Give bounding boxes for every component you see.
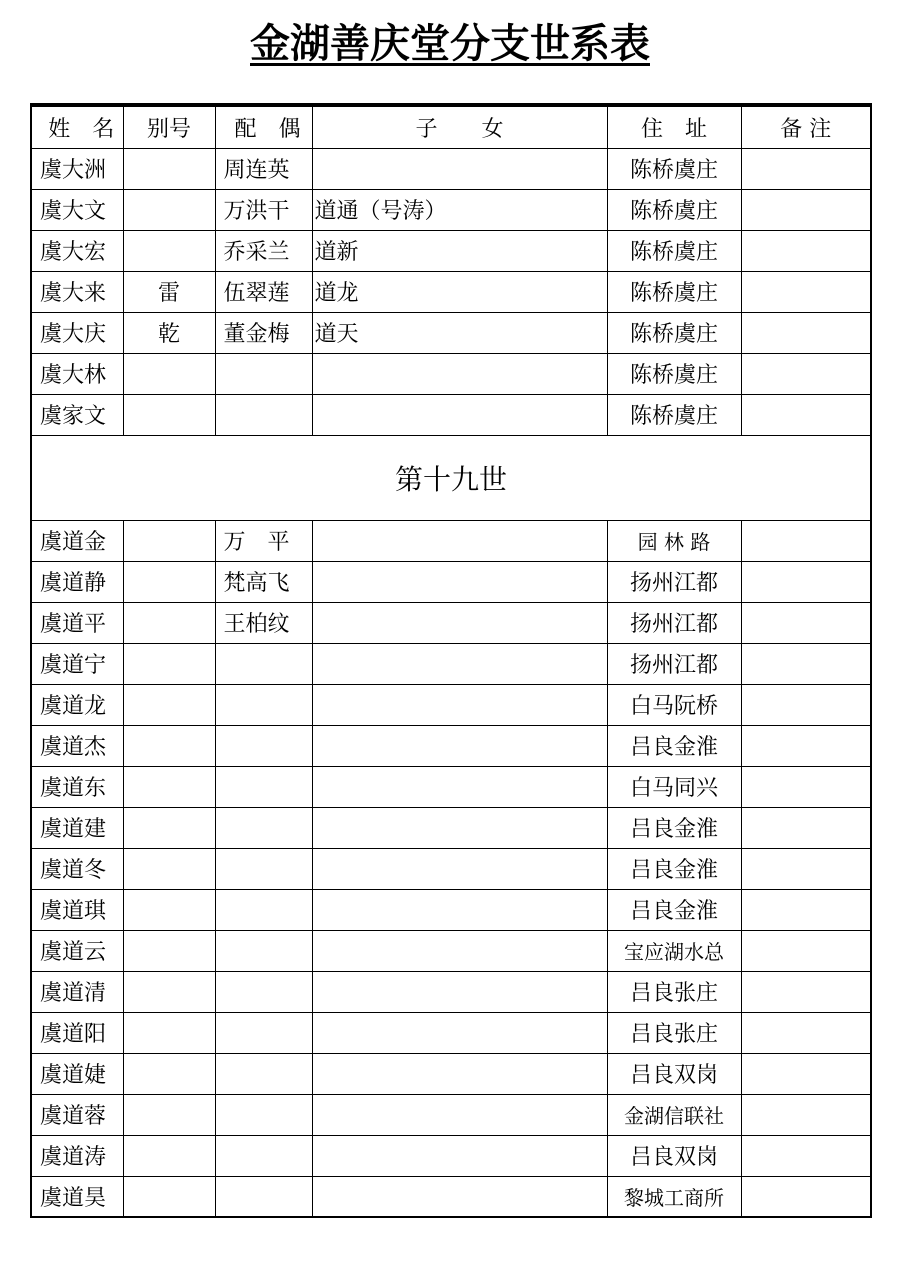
cell-spouse — [215, 643, 312, 684]
cell-name: 虞道金 — [31, 520, 123, 561]
cell-alias — [123, 561, 215, 602]
cell-alias — [123, 1176, 215, 1217]
cell-name: 虞大宏 — [31, 230, 123, 271]
cell-children — [312, 1176, 607, 1217]
cell-spouse — [215, 725, 312, 766]
cell-address: 园 林 路 — [607, 520, 741, 561]
cell-note — [741, 766, 871, 807]
cell-children — [312, 148, 607, 189]
table-row — [31, 889, 871, 930]
cell-alias — [123, 1135, 215, 1176]
cell-alias — [123, 848, 215, 889]
cell-children — [312, 1135, 607, 1176]
generation-row — [31, 435, 871, 520]
table-row — [31, 602, 871, 643]
cell-alias: 雷 — [123, 271, 215, 312]
header-name: 姓 名 — [31, 105, 123, 148]
cell-spouse: 伍翠莲 — [215, 271, 312, 312]
cell-note — [741, 1135, 871, 1176]
cell-name: 虞道杰 — [31, 725, 123, 766]
cell-note — [741, 148, 871, 189]
cell-address: 吕良双岗 — [607, 1135, 741, 1176]
generation-18-rows — [31, 148, 871, 435]
cell-alias — [123, 602, 215, 643]
cell-note — [741, 725, 871, 766]
cell-alias: 乾 — [123, 312, 215, 353]
cell-children — [312, 394, 607, 435]
cell-note — [741, 230, 871, 271]
cell-spouse: 周连英 — [215, 148, 312, 189]
table-row — [31, 353, 871, 394]
cell-children — [312, 766, 607, 807]
table-row — [31, 1135, 871, 1176]
cell-alias — [123, 1094, 215, 1135]
cell-spouse — [215, 1094, 312, 1135]
cell-address: 吕良张庄 — [607, 1012, 741, 1053]
cell-note — [741, 930, 871, 971]
cell-spouse — [215, 807, 312, 848]
header-alias: 别号 — [123, 105, 215, 148]
cell-spouse — [215, 1012, 312, 1053]
table-row — [31, 971, 871, 1012]
cell-note — [741, 643, 871, 684]
cell-spouse: 梵高飞 — [215, 561, 312, 602]
cell-address: 吕良金淮 — [607, 725, 741, 766]
table-row — [31, 561, 871, 602]
cell-children — [312, 561, 607, 602]
cell-name: 虞道建 — [31, 807, 123, 848]
cell-address: 金湖信联社 — [607, 1094, 741, 1135]
cell-alias — [123, 807, 215, 848]
cell-children — [312, 353, 607, 394]
cell-spouse — [215, 1176, 312, 1217]
cell-note — [741, 189, 871, 230]
cell-spouse: 乔采兰 — [215, 230, 312, 271]
table-row — [31, 1053, 871, 1094]
cell-note — [741, 1012, 871, 1053]
cell-spouse — [215, 353, 312, 394]
cell-address: 黎城工商所 — [607, 1176, 741, 1217]
cell-alias — [123, 1012, 215, 1053]
cell-address: 宝应湖水总 — [607, 930, 741, 971]
cell-note — [741, 394, 871, 435]
cell-name: 虞道婕 — [31, 1053, 123, 1094]
cell-name: 虞道宁 — [31, 643, 123, 684]
cell-address: 陈桥虞庄 — [607, 189, 741, 230]
generation-19-rows — [31, 520, 871, 1217]
table-row — [31, 312, 871, 353]
table-row — [31, 930, 871, 971]
cell-name: 虞大林 — [31, 353, 123, 394]
cell-alias — [123, 889, 215, 930]
cell-note — [741, 971, 871, 1012]
table-row — [31, 643, 871, 684]
cell-children — [312, 848, 607, 889]
table-row — [31, 230, 871, 271]
cell-name: 虞大文 — [31, 189, 123, 230]
cell-address: 陈桥虞庄 — [607, 353, 741, 394]
header-spouse: 配 偶 — [215, 105, 312, 148]
cell-children — [312, 1053, 607, 1094]
cell-note — [741, 1176, 871, 1217]
table-row — [31, 1094, 871, 1135]
cell-note — [741, 561, 871, 602]
table-row — [31, 394, 871, 435]
header-address: 住 址 — [607, 105, 741, 148]
cell-note — [741, 848, 871, 889]
cell-address: 陈桥虞庄 — [607, 271, 741, 312]
table-row — [31, 189, 871, 230]
cell-alias — [123, 189, 215, 230]
cell-spouse: 万洪干 — [215, 189, 312, 230]
cell-children — [312, 930, 607, 971]
cell-name: 虞道昊 — [31, 1176, 123, 1217]
cell-spouse — [215, 684, 312, 725]
cell-spouse — [215, 766, 312, 807]
cell-children — [312, 807, 607, 848]
table-row — [31, 684, 871, 725]
cell-note — [741, 807, 871, 848]
cell-note — [741, 602, 871, 643]
cell-name: 虞道清 — [31, 971, 123, 1012]
cell-address: 陈桥虞庄 — [607, 148, 741, 189]
cell-note — [741, 889, 871, 930]
cell-address: 陈桥虞庄 — [607, 230, 741, 271]
table-row — [31, 1012, 871, 1053]
table-row — [31, 725, 871, 766]
table-row — [31, 848, 871, 889]
cell-name: 虞道琪 — [31, 889, 123, 930]
page-title — [0, 18, 900, 70]
cell-children — [312, 643, 607, 684]
cell-children: 道通（号涛） — [312, 189, 607, 230]
cell-children — [312, 971, 607, 1012]
cell-note — [741, 520, 871, 561]
cell-address: 吕良金淮 — [607, 848, 741, 889]
cell-children — [312, 684, 607, 725]
cell-address: 吕良双岗 — [607, 1053, 741, 1094]
cell-spouse — [215, 1053, 312, 1094]
cell-children — [312, 602, 607, 643]
cell-note — [741, 684, 871, 725]
cell-alias — [123, 725, 215, 766]
cell-address: 吕良金淮 — [607, 889, 741, 930]
cell-note — [741, 1053, 871, 1094]
cell-children — [312, 725, 607, 766]
cell-spouse — [215, 930, 312, 971]
cell-children — [312, 520, 607, 561]
header-children: 子 女 — [312, 105, 607, 148]
cell-address: 扬州江都 — [607, 602, 741, 643]
cell-name: 虞道云 — [31, 930, 123, 971]
cell-alias — [123, 394, 215, 435]
table-row — [31, 148, 871, 189]
cell-alias — [123, 971, 215, 1012]
cell-spouse — [215, 848, 312, 889]
cell-name: 虞道蓉 — [31, 1094, 123, 1135]
cell-spouse — [215, 1135, 312, 1176]
cell-address: 白马阮桥 — [607, 684, 741, 725]
table-row — [31, 766, 871, 807]
cell-note — [741, 312, 871, 353]
page-title-text: 金湖善庆堂分支世系表 — [250, 21, 650, 67]
generation-divider — [31, 435, 871, 520]
cell-address: 吕良张庄 — [607, 971, 741, 1012]
cell-name: 虞家文 — [31, 394, 123, 435]
cell-address: 陈桥虞庄 — [607, 312, 741, 353]
cell-spouse — [215, 971, 312, 1012]
cell-address: 陈桥虞庄 — [607, 394, 741, 435]
cell-name: 虞道阳 — [31, 1012, 123, 1053]
generation-label: 第十九世 — [31, 435, 871, 520]
cell-note — [741, 271, 871, 312]
cell-name: 虞道东 — [31, 766, 123, 807]
table-row — [31, 520, 871, 561]
cell-name: 虞道静 — [31, 561, 123, 602]
table-row — [31, 1176, 871, 1217]
cell-name: 虞大庆 — [31, 312, 123, 353]
cell-address: 扬州江都 — [607, 561, 741, 602]
cell-children: 道新 — [312, 230, 607, 271]
cell-spouse: 王柏纹 — [215, 602, 312, 643]
cell-alias — [123, 520, 215, 561]
cell-alias — [123, 1053, 215, 1094]
cell-children — [312, 1012, 607, 1053]
cell-name: 虞大洲 — [31, 148, 123, 189]
genealogy-table — [30, 103, 872, 1218]
cell-children — [312, 889, 607, 930]
cell-name: 虞道平 — [31, 602, 123, 643]
header-row — [31, 105, 871, 148]
cell-spouse: 董金梅 — [215, 312, 312, 353]
cell-alias — [123, 684, 215, 725]
cell-spouse — [215, 394, 312, 435]
cell-alias — [123, 766, 215, 807]
cell-alias — [123, 930, 215, 971]
cell-spouse: 万 平 — [215, 520, 312, 561]
cell-name: 虞道冬 — [31, 848, 123, 889]
cell-alias — [123, 148, 215, 189]
cell-alias — [123, 230, 215, 271]
cell-name: 虞道龙 — [31, 684, 123, 725]
table-row — [31, 807, 871, 848]
cell-alias — [123, 353, 215, 394]
cell-name: 虞道涛 — [31, 1135, 123, 1176]
table-row — [31, 271, 871, 312]
cell-address: 白马同兴 — [607, 766, 741, 807]
cell-note — [741, 353, 871, 394]
cell-children: 道龙 — [312, 271, 607, 312]
cell-note — [741, 1094, 871, 1135]
cell-name: 虞大来 — [31, 271, 123, 312]
cell-alias — [123, 643, 215, 684]
cell-spouse — [215, 889, 312, 930]
cell-address: 吕良金淮 — [607, 807, 741, 848]
header-note: 备 注 — [741, 105, 871, 148]
cell-address: 扬州江都 — [607, 643, 741, 684]
cell-children — [312, 1094, 607, 1135]
cell-children: 道天 — [312, 312, 607, 353]
